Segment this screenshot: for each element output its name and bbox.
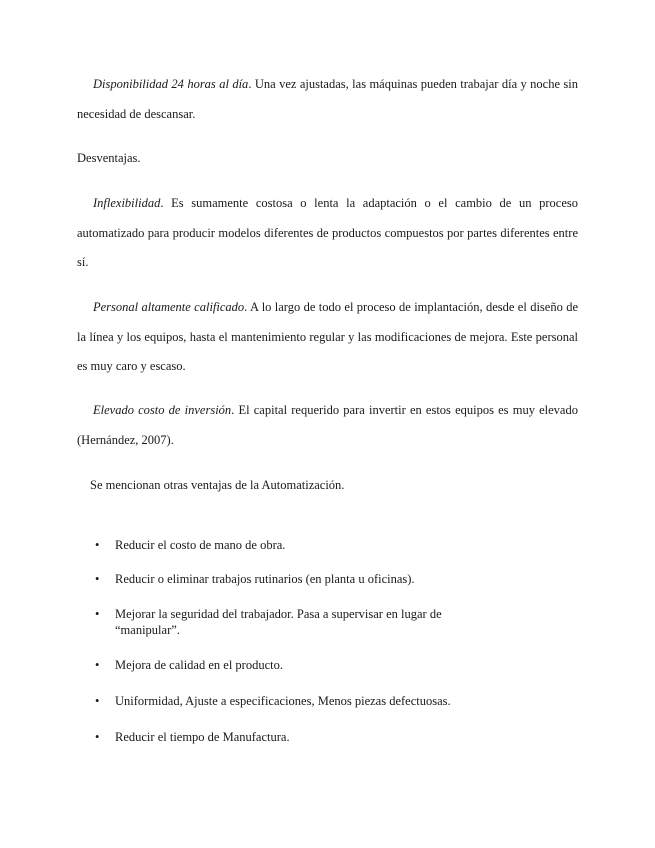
- list-intro: Se mencionan otras ventajas de la Automatización.: [90, 478, 345, 492]
- paragraph-lead: Personal altamente calificado: [93, 300, 245, 314]
- list-item: [95, 657, 495, 673]
- bullet-icon: •: [95, 658, 100, 672]
- paragraph-text: . El capital requerido para invertir en estos equipos es muy elevado (Hernández, 2007).: [77, 403, 578, 447]
- section-heading-disadvantages: Desventajas.: [77, 151, 141, 165]
- paragraph-investment-cost: [77, 396, 578, 455]
- paragraph-text: . A lo largo de todo el proceso de implantación, desde el diseño de la línea y los equipos, hasta el mantenimiento regular y las modificaciones de mejora. Este personal es muy caro y escaso.: [77, 300, 578, 373]
- paragraph-qualified-staff: [77, 293, 578, 382]
- list-item-text: Mejora de calidad en el producto.: [115, 658, 283, 672]
- list-item-text: Reducir el costo de mano de obra.: [115, 538, 286, 552]
- list-item: [95, 606, 455, 638]
- bullet-icon: •: [95, 730, 100, 744]
- list-item-text: Reducir el tiempo de Manufactura.: [115, 730, 290, 744]
- list-item: [95, 729, 495, 745]
- paragraph-availability: [77, 70, 578, 129]
- list-item: [95, 571, 495, 587]
- paragraph-text: . Una vez ajustadas, las máquinas pueden trabajar día y noche sin necesidad de descansar.: [77, 77, 579, 121]
- list-item: [95, 693, 495, 709]
- bullet-icon: •: [95, 538, 100, 552]
- paragraph-inflexibility: [77, 189, 578, 278]
- bullet-icon: •: [95, 572, 100, 586]
- bullet-icon: •: [95, 694, 100, 708]
- paragraph-text: . Es sumamente costosa o lenta la adaptación o el cambio de un proceso automatizado para producir modelos diferentes de productos compuestos por partes diferentes entre sí.: [77, 196, 578, 269]
- list-item-text: Reducir o eliminar trabajos rutinarios (en planta u oficinas).: [115, 572, 415, 586]
- list-item-text: Mejorar la seguridad del trabajador. Pasa a supervisar en lugar de “manipular”.: [115, 607, 442, 637]
- bullet-icon: •: [95, 607, 100, 621]
- paragraph-lead: Inflexibilidad: [93, 196, 161, 210]
- paragraph-lead: Disponibilidad 24 horas al día: [93, 77, 249, 91]
- paragraph-lead: Elevado costo de inversión: [93, 403, 232, 417]
- list-item-text: Uniformidad, Ajuste a especificaciones, Menos piezas defectuosas.: [115, 694, 451, 708]
- list-item: [95, 537, 495, 553]
